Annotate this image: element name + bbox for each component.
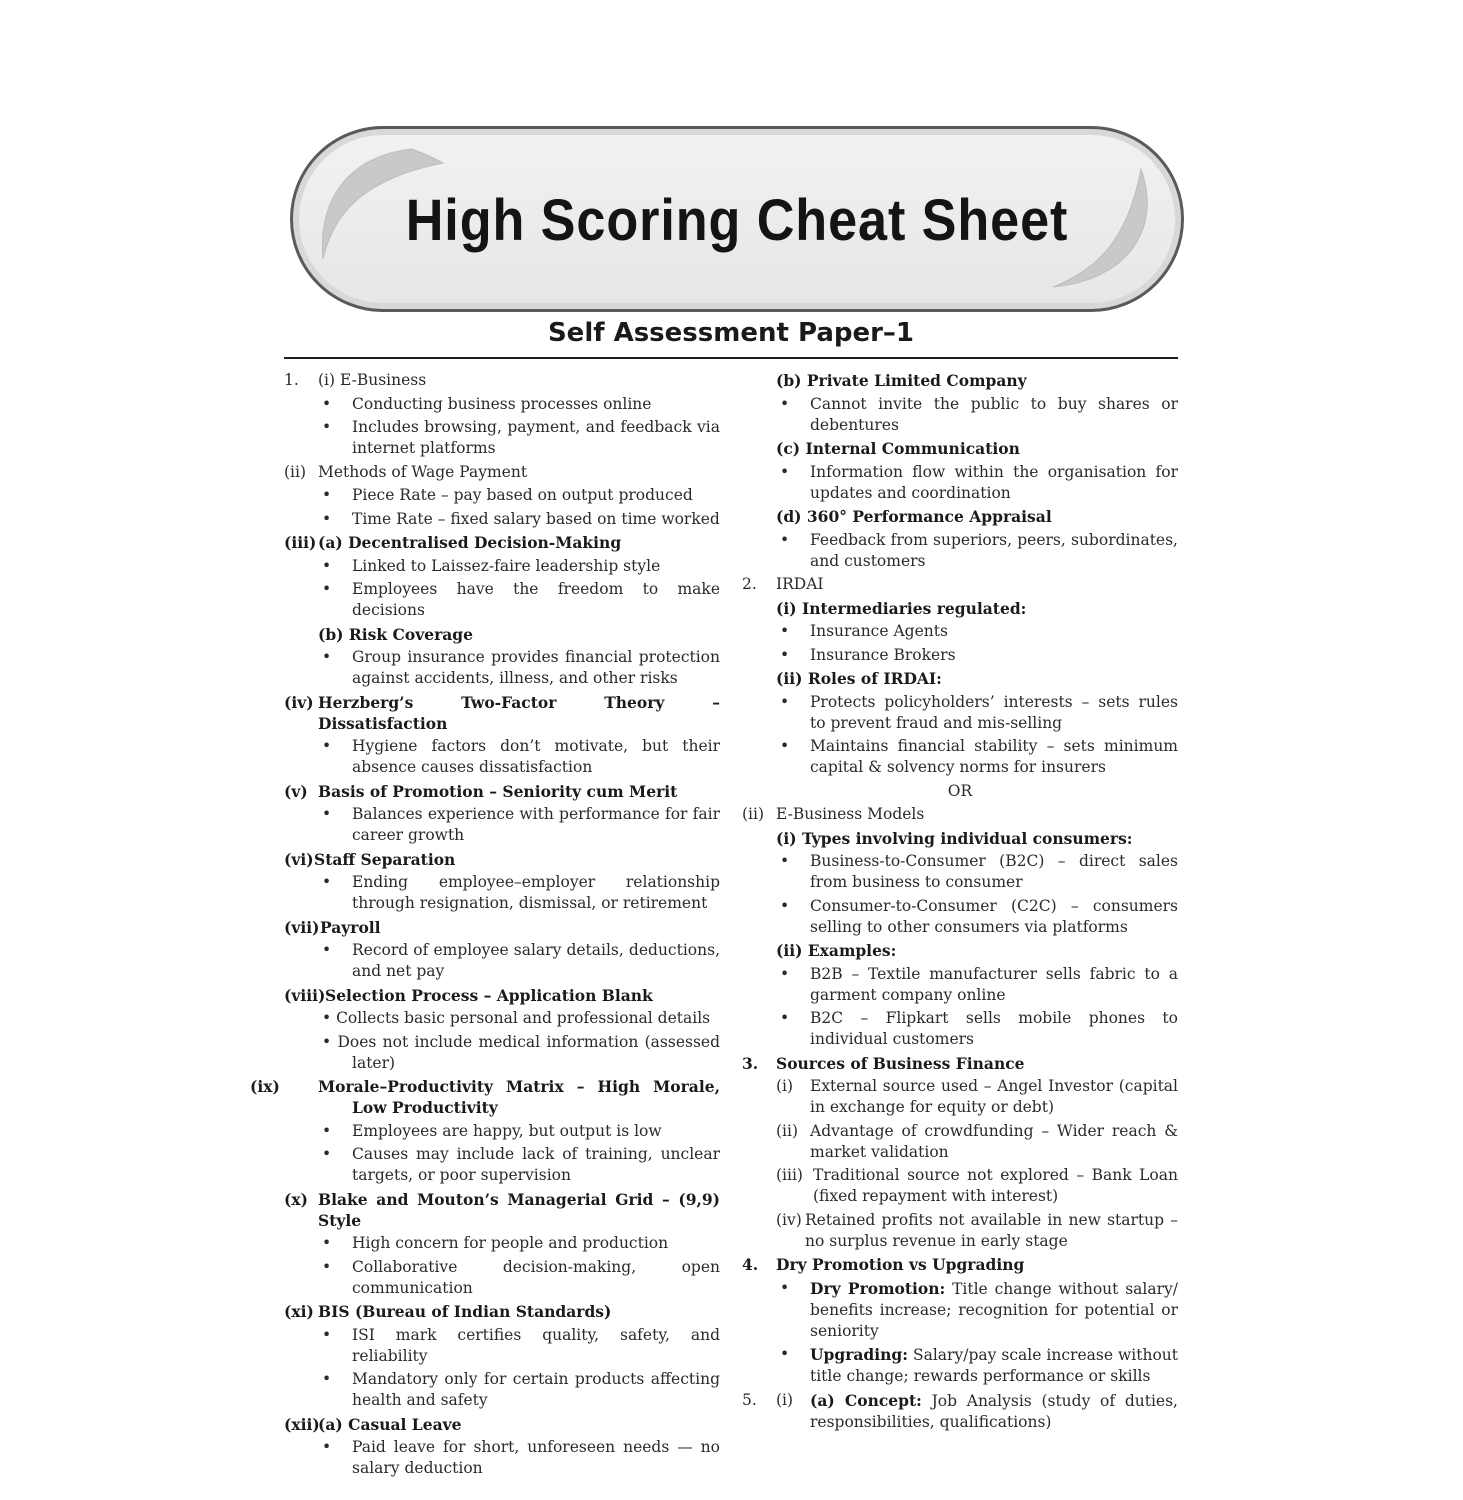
left-column-line [284,1437,720,1479]
line-text: (b) Private Limited Company [776,371,1027,390]
left-column-line [284,804,720,846]
right-column-line [742,1390,1178,1433]
line-text: (ii) Roles of IRDAI: [776,669,942,688]
line-text: Retained profits not available in new startup – no surplus revenue in early stage [805,1210,1178,1250]
left-column-line [284,1257,720,1299]
item-number: (iv) [284,692,314,712]
right-column-line [742,1121,1178,1163]
left-column-line [284,940,720,982]
line-text: Linked to Laissez-faire leadership style [352,556,661,575]
left-column-line [284,736,720,778]
right-column-line [742,645,1178,666]
line-text: Includes browsing, payment, and feedback via internet platforms [352,418,720,457]
right-column-line [742,394,1178,436]
line-text: B2C – Flipkart sells mobile phones to individual customers [810,1009,1178,1048]
left-column-line [284,985,720,1006]
right-column-line [742,692,1178,734]
line-text: Morale–Productivity Matrix – High Morale, Low Productivity [318,1077,720,1117]
line-text: Basis of Promotion – Seniority cum Merit [318,781,678,801]
left-column-line [284,370,720,391]
left-column [250,370,720,1482]
line-text: (a) Casual Leave [318,1414,462,1434]
left-column-line [284,1369,720,1411]
right-column-line [742,462,1178,504]
right-column-line [742,530,1178,572]
line-text: Feedback from superiors, peers, subordinates, and customers [810,530,1178,570]
line-text: Sources of Business Finance [776,1053,1025,1073]
line-text: Insurance Agents [810,622,948,640]
left-column-line [284,1301,720,1322]
right-column-line [742,1076,1178,1118]
left-column-line [284,556,720,577]
bullet-icon: • [322,1325,332,1344]
line-text: Employees are happy, but output is low [352,1121,662,1140]
left-column-line [284,485,720,506]
item-number: (vi) [284,849,314,869]
right-column-line [742,804,1178,825]
right-column-line [742,781,1178,802]
right-column-line [742,506,1178,527]
right-column-line [742,668,1178,689]
line-text: ISI mark certifies quality, safety, and reliability [352,1325,720,1365]
line-text: Upgrading: Salary/pay scale increase without title change; rewards performance or skills [810,1345,1178,1385]
right-column-line [742,964,1178,1006]
right-column-line [742,1053,1178,1074]
item-number: (ii) [284,462,307,481]
line-text: Time Rate – fixed salary based on time worked [352,509,720,528]
title-banner [290,126,1184,312]
bullet-icon: • [322,737,332,755]
line-text: BIS (Bureau of Indian Standards) [318,1302,612,1321]
line-text: Paid leave for short, unforeseen needs — no salary deduction [352,1438,720,1477]
line-text: Staff Separation [314,849,456,869]
left-column-line [284,1325,720,1367]
line-text: OR [947,781,973,800]
item-number: (v) [284,781,308,801]
left-column-line [284,1008,720,1029]
left-column-line [284,872,720,914]
line-text: Selection Process – Application Blank [325,985,653,1005]
right-column-line [742,1008,1178,1050]
line-text: Information flow within the organisation for updates and coordination [810,462,1178,502]
line-text: Maintains financial stability – sets minimum capital & solvency norms for insurers [810,737,1178,776]
bullet-icon: • [780,530,790,549]
line-text: (d) 360° Performance Appraisal [776,507,1052,526]
line-text: Ending employee–employer relationship through resignation, dismissal, or retirement [352,873,720,912]
right-column-line [742,1165,1178,1207]
item-number: 5. [742,1390,757,1409]
line-text: Piece Rate – pay based on output produced [352,486,693,504]
right-column-line [742,736,1178,778]
line-text: Advantage of crowdfunding – Wider reach & market validation [810,1121,1178,1161]
bullet-icon: • [322,805,332,823]
right-column-line [742,621,1178,642]
line-text: E-Business Models [776,805,925,823]
line-text: Dry Promotion: Title change without salary/ benefits increase; recognition for potential or seniority [810,1278,1178,1340]
line-text: (ii) Examples: [776,941,897,960]
item-number: 1. [284,371,299,389]
left-column-line [284,1032,720,1074]
left-column-line [284,781,720,802]
bullet-icon: • [322,1121,332,1140]
bullet-icon: • [322,1234,332,1252]
line-text: IRDAI [776,575,824,593]
line-text: (c) Internal Communication [776,439,1020,458]
line-text: (a) Concept: Job Analysis (study of duties, responsibilities, qualifications) [810,1390,1178,1431]
sub-item-number: (iii) [776,1166,803,1184]
left-column-line: (ix) Morale–Productivity Matrix – High Morale, Low Productivity [250,1077,720,1117]
left-column-line [284,917,720,938]
banner-title: High Scoring Cheat Sheet [405,188,1069,253]
left-column-line [284,1414,720,1435]
right-column-line [742,1344,1178,1387]
item-number: (xi) [284,1302,314,1321]
left-column-line [284,532,720,553]
line-text: B2B – Textile manufacturer sells fabric to a garment company online [810,964,1178,1004]
title-divider [284,357,1178,359]
right-column-line [742,896,1178,938]
left-column-line [284,1189,720,1231]
right-column-line [742,598,1178,619]
line-text: Hygiene factors don’t motivate, but their absence causes dissatisfaction [352,737,720,776]
bullet-icon: • [322,1370,332,1388]
line-text: Balances experience with performance for fair career growth [352,805,720,844]
right-column-line [742,1278,1178,1342]
line-text: (a) Decentralised Decision-Making [318,533,622,552]
left-column-line [284,1233,720,1254]
line-text: (b) Risk Coverage [318,624,473,644]
right-column-line [742,1254,1178,1275]
bold-lead-text: Dry Promotion: [810,1278,946,1298]
left-column-line [284,509,720,530]
bullet-icon: • [780,692,790,711]
bullet-icon: • [780,394,790,413]
line-text: Consumer-to-Consumer (C2C) – consumers selling to other consumers via platforms [810,896,1178,936]
line-text: Conducting business processes online [352,394,652,413]
right-column-line [742,828,1178,849]
line-text: External source used – Angel Investor (capital in exchange for equity or debt) [810,1077,1178,1116]
item-number: 4. [742,1255,759,1274]
line-text: Group insurance provides financial protection against accidents, illness, and other risks [352,648,720,687]
line-text: Payroll [320,917,381,937]
line-text: High concern for people and production [352,1234,669,1252]
line-text: Business-to-Consumer (B2C) – direct sales from business to consumer [810,852,1178,891]
item-number: (iii) [284,533,317,552]
bullet-icon: • [322,580,332,598]
bullet-icon: • [780,1345,790,1363]
left-column-line [284,579,720,621]
right-column-line [742,438,1178,459]
bullet-icon: • [322,1257,332,1276]
line-text: • Collects basic personal and professional details [322,1009,711,1027]
line-text: • Does not include medical information (assessed later) [322,1032,720,1072]
bullet-icon: • [780,622,790,640]
line-text: (i) Intermediaries regulated: [776,598,1027,618]
bullet-icon: • [322,941,332,959]
right-column [742,370,1178,1435]
line-text: (i) E-Business [318,371,427,389]
left-column-line [284,1144,720,1186]
bullet-icon: • [322,556,332,575]
line-text: (i) Types involving individual consumers: [776,828,1133,848]
item-number: (xii) [284,1414,320,1434]
bullet-icon: • [780,737,790,755]
item-number: (viii) [284,985,326,1005]
bullet-icon: • [780,964,790,983]
line-text: Collaborative decision-making, open communication [352,1257,720,1297]
right-column-line [742,940,1178,961]
line-text: Protects policyholders’ interests – sets rules to prevent fraud and mis-selling [810,692,1178,732]
right-column-line [742,574,1178,595]
line-text: Herzberg’s Two-Factor Theory – Dissatisfaction [318,692,720,733]
left-column-line [284,647,720,689]
line-text: Insurance Brokers [810,645,956,664]
left-column-line [284,849,720,870]
bullet-icon: • [780,896,790,915]
bullet-icon: • [322,1438,332,1456]
bullet-icon: • [322,873,332,891]
bullet-icon: • [322,394,332,413]
bullet-icon: • [322,418,332,436]
line-text: Methods of Wage Payment [318,462,528,481]
right-column-line [742,851,1178,893]
sub-item-number: (i) [776,1390,794,1409]
bullet-icon: • [322,509,332,528]
sub-item-number: (ii) [776,1121,799,1140]
sub-item-number: (i) [776,1077,794,1095]
line-text: Cannot invite the public to buy shares or debentures [810,394,1178,434]
left-column-line [284,417,720,459]
item-number: (ii) [742,805,765,823]
line-text: Causes may include lack of training, unclear targets, or poor supervision [352,1145,720,1184]
left-column-line [284,1121,720,1142]
left-column-line [284,692,720,734]
left-column-line [284,394,720,415]
line-text: Mandatory only for certain products affecting health and safety [352,1370,720,1409]
bullet-icon: • [780,852,790,870]
line-text: Employees have the freedom to make decisions [352,580,720,619]
bullet-icon: • [322,486,332,504]
item-number: 3. [742,1053,759,1073]
bullet-icon: • [780,462,790,481]
bold-lead-text: (a) Concept: [810,1390,922,1410]
line-text: Dry Promotion vs Upgrading [776,1255,1025,1274]
item-number: 2. [742,575,757,593]
item-number: (x) [284,1189,308,1209]
bullet-icon: • [780,645,790,664]
bullet-icon: • [780,1009,790,1027]
bullet-icon: • [322,648,332,666]
left-column-line [284,462,720,483]
paper-title: Self Assessment Paper–1 [547,318,915,348]
bold-lead-text: Upgrading: [810,1345,908,1364]
right-column-line [742,1210,1178,1252]
line-text: Record of employee salary details, deductions, and net pay [352,941,720,980]
sub-item-number: (iv) [776,1210,802,1229]
bullet-icon: • [780,1278,790,1297]
right-column-line [742,370,1178,391]
bullet-icon: • [322,1145,332,1163]
item-number: (vii) [284,917,320,937]
left-column-line [284,624,720,645]
line-text: Traditional source not explored – Bank Loan (fixed repayment with interest) [813,1166,1178,1205]
line-text: Blake and Mouton’s Managerial Grid – (9,9) Style [318,1189,720,1230]
